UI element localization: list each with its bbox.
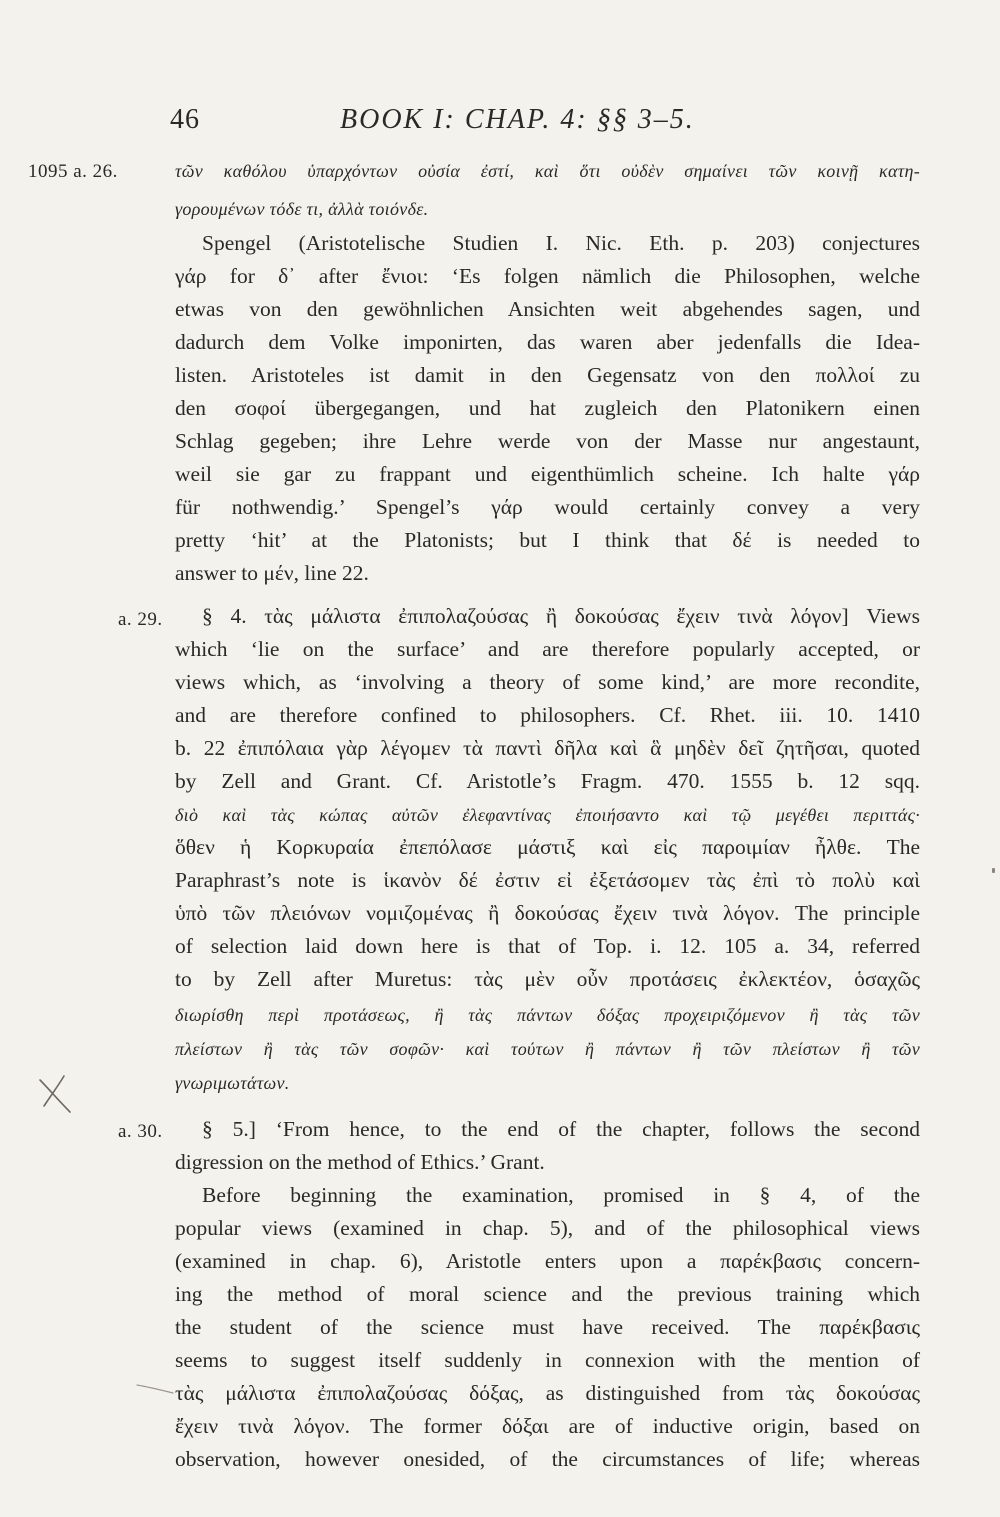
text-line: τῶν καθόλου ὑπαρχόντων οὐσία ἐστί, καὶ ὅτι οὐδὲν σημαίνει τῶν κοινῇ κατη-: [175, 161, 920, 181]
paper-speck: [992, 868, 995, 873]
text-line: weil sie gar zu frappant und eigenthümlich scheine. Ich halte γάρ: [175, 462, 920, 486]
text-line: observation, however onesided, of the circumstances of life; whereas: [175, 1447, 920, 1471]
text-line: ὑπὸ τῶν πλειόνων νομιζομένας ἢ δοκούσας ἔχειν τινὰ λόγον. The principle: [175, 901, 920, 925]
handwritten-cross-mark: [34, 1072, 78, 1116]
marginal-reference: a. 29.: [118, 609, 163, 630]
text-line: popular views (examined in chap. 5), and of the philosophical views: [175, 1216, 920, 1240]
page-number: 46: [170, 104, 200, 135]
text-line: ing the method of moral science and the previous training which: [175, 1282, 920, 1306]
text-line: ἔχειν τινὰ λόγον. The former δόξαι are of inductive origin, based on: [175, 1414, 920, 1438]
text-line: ὅθεν ἡ Κορκυραία ἐπεπόλασε μάστιξ καὶ εἰς παροιμίαν ἦλθε. The: [175, 835, 920, 859]
text-line: (examined in chap. 6), Aristotle enters upon a παρέκβασις concern-: [175, 1249, 920, 1273]
text-line: Schlag gegeben; ihre Lehre werde von der Masse nur angestaunt,: [175, 429, 920, 453]
text-line: and are therefore confined to philosophers. Cf. Rhet. iii. 10. 1410: [175, 703, 920, 727]
text-line: Spengel (Aristotelische Studien I. Nic. Eth. p. 203) conjectures: [202, 231, 920, 255]
running-head: BOOK I: CHAP. 4: §§ 3–5.: [340, 104, 695, 135]
marginal-reference: a. 30.: [118, 1121, 163, 1142]
text-line: γνωριμωτάτων.: [175, 1073, 290, 1093]
text-line: listen. Aristoteles ist damit in den Gegensatz von den πολλοί zu: [175, 363, 920, 387]
text-line: den σοφοί übergegangen, und hat zugleich den Platonikern einen: [175, 396, 920, 420]
text-line: digression on the method of Ethics.’ Grant.: [175, 1150, 545, 1174]
text-line: Before beginning the examination, promised in § 4, of the: [202, 1183, 920, 1207]
text-line: πλείστων ἢ τὰς τῶν σοφῶν· καὶ τούτων ἢ πάντων ἢ τῶν πλείστων ἢ τῶν: [175, 1039, 920, 1059]
page-header: [170, 104, 930, 144]
text-line: which ‘lie on the surface’ and are therefore popularly accepted, or: [175, 637, 920, 661]
text-line: διὸ καὶ τὰς κώπας αὐτῶν ἐλεφαντίνας ἐποιήσαντο καὶ τῷ μεγέθει περιττάς·: [175, 805, 920, 825]
text-line: pretty ‘hit’ at the Platonists; but I think that δέ is needed to: [175, 528, 920, 552]
text-line: Paraphrast’s note is ἱκανὸν δέ ἐστιν εἰ ἐξετάσομεν τὰς ἐπὶ τὸ πολὺ καὶ: [175, 868, 920, 892]
text-line: of selection laid down here is that of Top. i. 12. 105 a. 34, referred: [175, 934, 920, 958]
text-line: to by Zell after Muretus: τὰς μὲν οὖν προτάσεις ἐκλεκτέον, ὁσαχῶς: [175, 967, 920, 991]
handwritten-margin-stroke: [135, 1381, 175, 1395]
text-line: b. 22 ἐπιπόλαια γὰρ λέγομεν τὰ παντὶ δῆλα καὶ ἃ μηδὲν δεῖ ζητῆσαι, quoted: [175, 736, 920, 760]
text-line: views which, as ‘involving a theory of some kind,’ are more recondite,: [175, 670, 920, 694]
text-line: dadurch dem Volke imponirten, das waren aber jedenfalls die Idea-: [175, 330, 920, 354]
text-line: τὰς μάλιστα ἐπιπολαζούσας δόξας, as distinguished from τὰς δοκούσας: [175, 1381, 920, 1405]
text-line: διωρίσθη περὶ προτάσεως, ἢ τὰς πάντων δόξας προχειριζόμενον ἢ τὰς τῶν: [175, 1005, 920, 1025]
text-line: für nothwendig.’ Spengel’s γάρ would certainly convey a very: [175, 495, 920, 519]
text-line: the student of the science must have received. The παρέκβασις: [175, 1315, 920, 1339]
text-line: § 4. τὰς μάλιστα ἐπιπολαζούσας ἢ δοκούσας ἔχειν τινὰ λόγον] Views: [202, 604, 920, 628]
text-line: by Zell and Grant. Cf. Aristotle’s Fragm. 470. 1555 b. 12 sqq.: [175, 769, 920, 793]
text-line: γάρ for δ᾿ after ἔνιοι: ‘Es folgen nämlich die Philosophen, welche: [175, 264, 920, 288]
text-line: answer to μέν, line 22.: [175, 561, 369, 585]
text-line: γορουμένων τόδε τι, ἀλλὰ τοιόνδε.: [175, 199, 429, 219]
text-line: etwas von den gewöhnlichen Ansichten weit abgehendes sagen, und: [175, 297, 920, 321]
marginal-reference: 1095 a. 26.: [28, 161, 118, 182]
text-line: § 5.] ‘From hence, to the end of the chapter, follows the second: [202, 1117, 920, 1141]
text-line: seems to suggest itself suddenly in connexion with the mention of: [175, 1348, 920, 1372]
